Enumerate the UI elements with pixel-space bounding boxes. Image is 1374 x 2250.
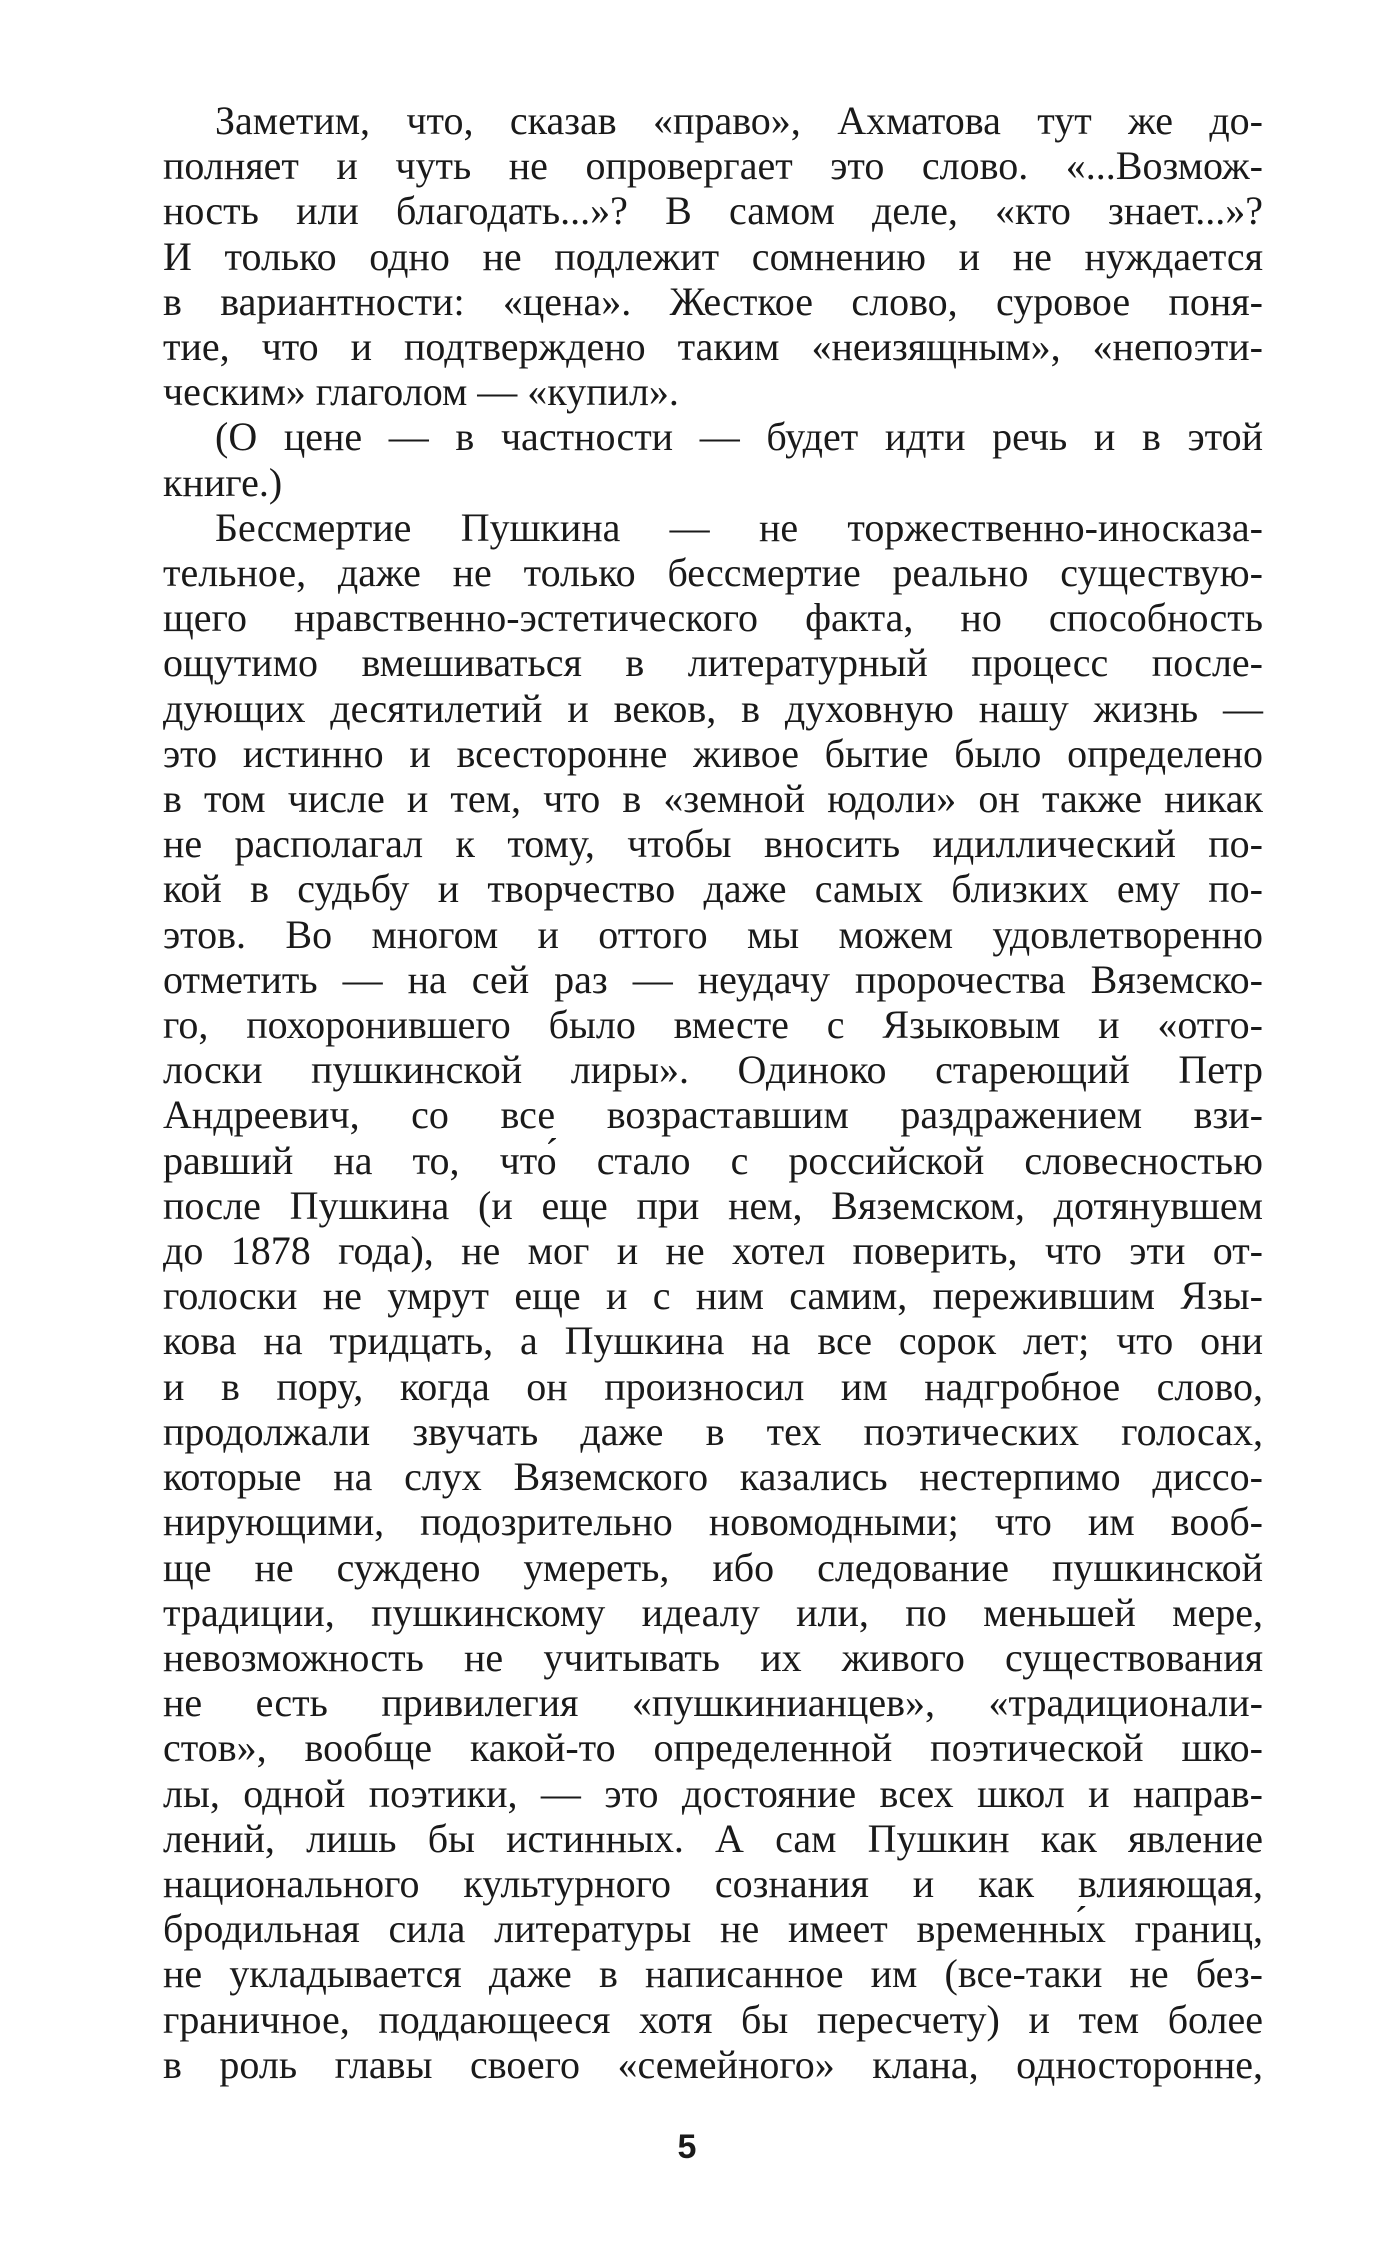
text-line: щего нравственно-эстетического факта, но способность: [163, 595, 1263, 641]
text-line: кой в судьбу и творчество даже самых близких ему по-: [163, 866, 1263, 912]
text-line: Андреевич, со все возраставшим раздражением взи-: [163, 1092, 1263, 1138]
text-line: лы, одной поэтики, — это достояние всех школ и направ-: [163, 1770, 1263, 1816]
text-line: национального культурного сознания и как влияющая,: [163, 1860, 1263, 1906]
page-number: 5: [677, 2128, 697, 2166]
text-line: нирующими, подозрительно новомодными; что им вооб-: [163, 1499, 1263, 1545]
text-line: лений, лишь бы истинных. А сам Пушкин как явление: [163, 1815, 1263, 1861]
text-line: полняет и чуть не опровергает это слово. «...Возмож-: [163, 143, 1263, 189]
text-line: до 1878 года), не мог и не хотел поверить, что эти от-: [163, 1228, 1263, 1274]
text-line: стов», вообще какой-то определенной поэтической шко-: [163, 1725, 1263, 1771]
text-line: невозможность не учитывать их живого существования: [163, 1634, 1263, 1680]
text-line: в роль главы своего «семейного» клана, односторонне,: [163, 2041, 1263, 2087]
text-line: продолжали звучать даже в тех поэтических голосах,: [163, 1408, 1263, 1454]
text-line: после Пушкина (и еще при нем, Вяземском, дотянувшем: [163, 1182, 1263, 1228]
text-line: равший на то, что́ стало с российской словесностью: [163, 1137, 1263, 1183]
paragraph-1: [163, 98, 1263, 414]
text-line: книге.): [163, 459, 283, 505]
text-line: голоски не умрут еще и с ним самим, пережившим Язы-: [163, 1273, 1263, 1319]
text-line: ощутимо вмешиваться в литературный процесс после-: [163, 640, 1263, 686]
text-line: Бессмертие Пушкина — не торжественно-иносказа-: [215, 504, 1263, 550]
text-line: в вариантности: «цена». Жесткое слово, суровое поня-: [163, 278, 1263, 324]
text-line: этов. Во многом и оттого мы можем удовлетворенно: [163, 911, 1263, 957]
book-page-body: [163, 98, 1263, 2087]
text-line: в том числе и тем, что в «земной юдоли» он также никак: [163, 776, 1263, 822]
text-line: граничное, поддающееся хотя бы пересчету) и тем более: [163, 1996, 1263, 2042]
text-line: тие, что и подтверждено таким «неизящным», «непоэти-: [163, 324, 1263, 370]
text-line: традиции, пушкинскому идеалу или, по меньшей мере,: [163, 1589, 1263, 1635]
text-line: которые на слух Вяземского казались нестерпимо диссо-: [163, 1454, 1263, 1500]
text-line: И только одно не подлежит сомнению и не нуждается: [163, 233, 1263, 279]
text-line: бродильная сила литературы не имеет временны́х границ,: [163, 1906, 1263, 1952]
text-line: Заметим, что, сказав «право», Ахматова тут же до-: [215, 98, 1263, 143]
paragraph-3: [163, 505, 1263, 2087]
text-line: не укладывается даже в написанное им (все-таки не без-: [163, 1951, 1263, 1997]
text-line: ще не суждено умереть, ибо следование пушкинской: [163, 1544, 1263, 1590]
text-line: ность или благодать...»? В самом деле, «кто знает...»?: [163, 188, 1263, 234]
text-line: лоски пушкинской лиры». Одиноко стареющий Петр: [163, 1047, 1263, 1093]
text-line: ческим» глаголом — «купил».: [163, 369, 679, 415]
text-line: тельное, даже не только бессмертие реально существую-: [163, 550, 1263, 596]
text-line: (О цене — в частности — будет идти речь и в этой: [215, 414, 1263, 460]
text-line: это истинно и всесторонне живое бытие было определено: [163, 730, 1263, 776]
text-line: дующих десятилетий и веков, в духовную нашу жизнь —: [163, 685, 1263, 731]
text-line: не есть привилегия «пушкинианцев», «традиционали-: [163, 1680, 1263, 1726]
paragraph-2: [163, 414, 1263, 504]
text-line: и в пору, когда он произносил им надгробное слово,: [163, 1363, 1263, 1409]
text-line: го, похоронившего было вместе с Языковым и «отго-: [163, 1002, 1263, 1048]
text-line: кова на тридцать, а Пушкина на все сорок лет; что они: [163, 1318, 1263, 1364]
text-line: отметить — на сей раз — неудачу пророчества Вяземско-: [163, 956, 1263, 1002]
text-line: не располагал к тому, чтобы вносить идиллический по-: [163, 821, 1263, 867]
